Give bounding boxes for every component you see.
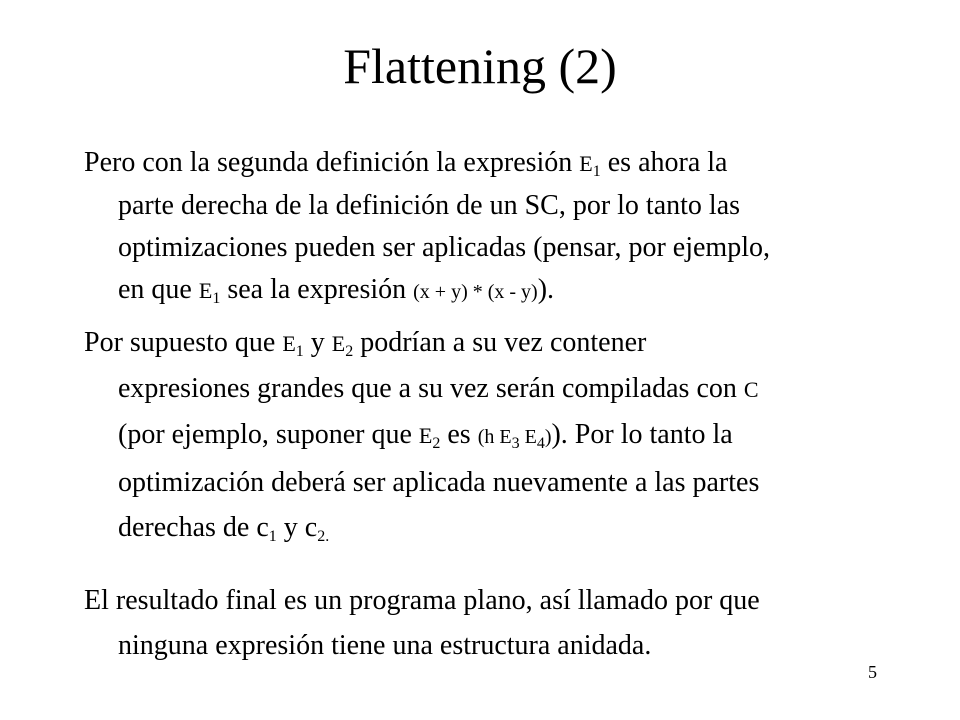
- text: en que: [118, 274, 199, 305]
- expression-var: C: [743, 377, 759, 402]
- text: ).: [537, 274, 555, 305]
- subscript: 4: [536, 435, 545, 452]
- slide-title: Flattening (2): [343, 38, 617, 94]
- paragraph-line: [84, 505, 884, 550]
- text: es ahora la: [600, 147, 728, 178]
- paragraph-nested-expressions: [84, 320, 884, 550]
- text: y: [303, 327, 332, 358]
- text: expresiones grandes que a su vez serán compiladas con: [118, 373, 744, 404]
- text: E: [519, 426, 537, 448]
- expression-var: E: [198, 278, 213, 303]
- paragraph-line: ninguna expresión tiene una estructura anidada.: [118, 630, 652, 661]
- text: (por ejemplo, suponer que: [118, 419, 419, 450]
- text: Por supuesto que: [84, 327, 283, 358]
- expression: (x + y) * (x - y): [413, 281, 538, 303]
- paragraph-line: [84, 366, 884, 412]
- paragraph-line: [84, 412, 884, 460]
- text: (h E: [477, 426, 512, 448]
- paragraph-line: [84, 269, 884, 313]
- text: derechas de c: [118, 512, 269, 543]
- subscript: 1: [592, 163, 601, 180]
- text: ). Por lo tanto la: [551, 419, 733, 450]
- paragraph-flattening-definition: [84, 142, 884, 313]
- text: sea la expresión: [220, 274, 414, 305]
- subscript: 2: [345, 343, 354, 360]
- expression-var: E: [331, 331, 346, 356]
- paragraph-line: optimización deberá ser aplicada nuevamente a las partes: [118, 467, 760, 498]
- page-number: 5: [868, 662, 877, 682]
- paragraph-line: [84, 320, 884, 366]
- text: y c: [276, 512, 318, 543]
- subscript: 3: [511, 435, 520, 452]
- expression-var: E: [418, 423, 433, 448]
- paragraph-line: optimizaciones pueden ser aplicadas (pensar, por ejemplo,: [118, 232, 770, 263]
- paragraph-line: [84, 142, 884, 185]
- subscript: 1: [268, 528, 277, 545]
- paragraph-line: El resultado final es un programa plano, así llamado por que: [84, 585, 760, 616]
- subscript: 1: [212, 290, 221, 307]
- subscript: 2.: [317, 528, 330, 545]
- text: ): [544, 426, 552, 448]
- paragraph-line: parte derecha de la definición de un SC, por lo tanto las: [118, 190, 741, 221]
- paragraph-flat-program: [84, 578, 884, 668]
- expression: [477, 426, 552, 452]
- subscript: 2: [432, 435, 441, 452]
- text: es: [440, 419, 478, 450]
- expression-var: E: [282, 331, 296, 356]
- expression-var: E: [579, 151, 593, 176]
- text: Pero con la segunda definición la expresión: [84, 147, 580, 178]
- text: podrían a su vez contener: [353, 327, 647, 358]
- subscript: 1: [295, 343, 304, 360]
